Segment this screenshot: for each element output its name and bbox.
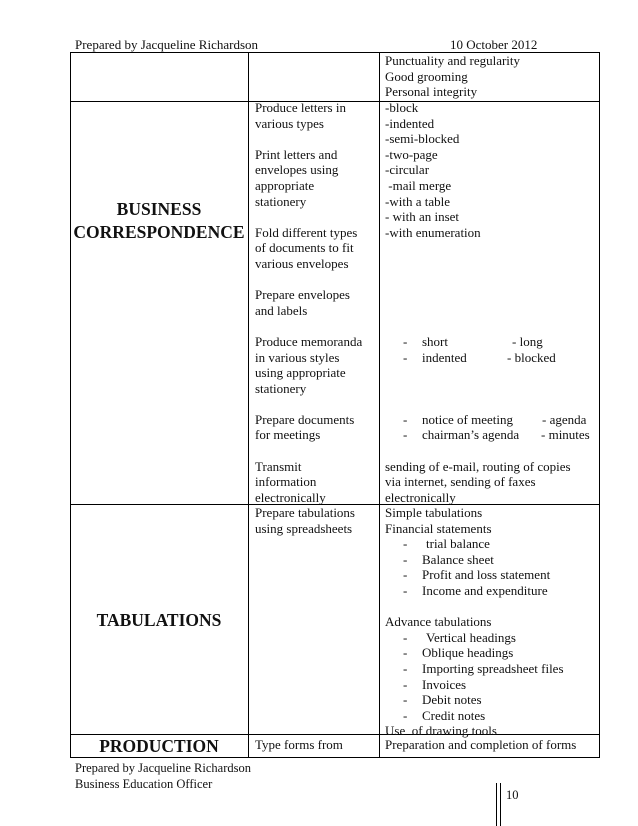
list-item — [385, 692, 597, 708]
outcome-line: using appropriate — [255, 365, 346, 381]
outcome-line: various envelopes — [255, 255, 349, 271]
dash: - — [403, 333, 408, 349]
list-item — [385, 661, 597, 677]
header-date: 10 October 2012 — [450, 37, 538, 52]
list-item-text: Invoices — [422, 676, 467, 692]
content-line: via internet, sending of faxes — [385, 474, 536, 490]
outcome-line: Produce letters in — [255, 100, 346, 115]
dash: - — [403, 676, 408, 692]
outcome-line: Fold different types — [255, 224, 358, 240]
outcome-line: stationery — [255, 193, 307, 209]
meeting-doc: chairman’s agenda — [422, 427, 520, 443]
content-line: -with a table — [385, 193, 450, 209]
table-top-border — [70, 52, 600, 53]
page-number-bar — [500, 783, 501, 826]
outcome-line: Prepare documents — [255, 411, 355, 427]
dash: - — [403, 349, 408, 365]
content-line: electronically — [385, 489, 456, 505]
category-business-correspondence — [70, 198, 248, 244]
spacer — [385, 318, 597, 334]
list-item — [385, 552, 597, 568]
spacer — [255, 131, 362, 147]
spacer — [385, 396, 597, 412]
list-item-text: Balance sheet — [422, 551, 494, 567]
outcome-line: Produce memoranda — [255, 333, 363, 349]
meeting-doc: - minutes — [541, 427, 590, 443]
spacer — [255, 443, 362, 459]
content-line: -two-page — [385, 146, 438, 162]
list-item-text: Vertical headings — [426, 629, 516, 645]
column-divider — [70, 52, 71, 758]
list-item-text: Debit notes — [422, 692, 482, 708]
spacer — [255, 209, 362, 225]
outcome-line: Transmit — [255, 458, 302, 474]
tabulations-outcome — [255, 505, 355, 536]
memo-type: indented — [422, 349, 467, 365]
spacer — [385, 272, 597, 288]
category-tabulations: TABULATIONS — [96, 610, 222, 630]
outcome-line: for meetings — [255, 427, 321, 443]
spacer — [385, 381, 597, 397]
spacer — [255, 396, 362, 412]
outcome-line: using spreadsheets — [255, 520, 353, 536]
page-number-bar — [496, 783, 497, 826]
content-line: -semi-blocked — [385, 131, 460, 147]
list-item — [385, 567, 597, 583]
dash: - — [403, 692, 408, 708]
spacer — [255, 318, 362, 334]
outcome-line: appropriate — [255, 177, 315, 193]
content-heading: Advance tabulations — [385, 614, 492, 630]
meeting-doc: - agenda — [542, 411, 587, 427]
content-line: sending of e-mail, routing of copies — [385, 458, 571, 474]
list-item-text: Oblique headings — [422, 645, 514, 661]
memo-type-row — [385, 350, 597, 366]
memo-type-row — [385, 334, 597, 350]
content-heading: Simple tabulations — [385, 505, 483, 520]
memo-type: - blocked — [507, 349, 556, 365]
memo-type: short — [422, 333, 448, 349]
content-line: -block — [385, 100, 419, 115]
content-heading: Financial statements — [385, 520, 492, 536]
spacer — [385, 256, 597, 272]
top-content — [385, 53, 520, 100]
dash: - — [403, 427, 408, 443]
outcome-line: information — [255, 474, 317, 490]
list-item — [385, 708, 597, 724]
outcome-line: Print letters and — [255, 146, 338, 162]
category-production: PRODUCTION — [99, 736, 219, 756]
dash: - — [403, 629, 408, 645]
meeting-doc-row — [385, 427, 597, 443]
memo-type: - long — [512, 333, 543, 349]
dash: - — [403, 660, 408, 676]
dash: - — [403, 567, 408, 583]
dash: - — [403, 536, 408, 552]
tabulations-content — [385, 505, 597, 739]
content-line: - with an inset — [385, 209, 460, 225]
content-line: Use of drawing tools — [385, 723, 497, 739]
spacer — [385, 443, 597, 459]
list-item — [385, 583, 597, 599]
outcome-line: electronically — [255, 489, 326, 505]
content-line: Punctuality and regularity — [385, 53, 521, 68]
dash: - — [403, 645, 408, 661]
footer-prepared-by — [75, 760, 251, 792]
content-line: -circular — [385, 162, 430, 178]
footer-line: Prepared by Jacqueline Richardson — [75, 761, 251, 775]
list-item — [385, 630, 597, 646]
spacer — [385, 287, 597, 303]
column-divider — [248, 52, 249, 758]
spacer — [385, 365, 597, 381]
page-number: 10 — [506, 788, 519, 802]
dash: - — [403, 707, 408, 723]
production-content: Preparation and completion of forms — [385, 737, 577, 752]
list-item-text: Income and expenditure — [422, 582, 548, 598]
content-line: -mail merge — [385, 177, 452, 193]
column-divider — [379, 52, 380, 758]
content-line: -indented — [385, 115, 435, 131]
business-outcomes — [255, 100, 362, 505]
list-item — [385, 536, 597, 552]
content-line: Good grooming — [385, 68, 468, 84]
list-item-text: Profit and loss statement — [422, 567, 551, 583]
outcome-line: Prepare tabulations — [255, 505, 355, 520]
meeting-doc: notice of meeting — [422, 411, 513, 427]
category-line: BUSINESS — [116, 199, 202, 219]
category-line: CORRESPONDENCE — [73, 222, 245, 242]
list-item-text: Importing spreadsheet files — [422, 660, 564, 676]
column-divider — [599, 52, 600, 758]
content-line: -with enumeration — [385, 224, 481, 240]
business-content — [385, 100, 597, 505]
meeting-doc-row — [385, 412, 597, 428]
outcome-line: in various styles — [255, 349, 340, 365]
outcome-line: stationery — [255, 380, 307, 396]
dash: - — [403, 551, 408, 567]
outcome-line: and labels — [255, 302, 308, 318]
list-item — [385, 645, 597, 661]
spacer — [385, 599, 597, 615]
spacer — [255, 272, 362, 288]
list-item-text: trial balance — [426, 536, 490, 552]
outcome-line: various types — [255, 115, 324, 131]
outcome-line: of documents to fit — [255, 240, 354, 256]
spacer — [385, 240, 597, 256]
outcome-line: Prepare envelopes — [255, 287, 350, 303]
list-item-text: Credit notes — [422, 707, 486, 723]
footer-line: Business Education Officer — [75, 777, 213, 791]
spacer — [385, 303, 597, 319]
outcome-line: envelopes using — [255, 162, 339, 178]
production-outcome: Type forms from — [255, 737, 343, 752]
dash: - — [403, 582, 408, 598]
dash: - — [403, 411, 408, 427]
list-item — [385, 677, 597, 693]
content-line: Personal integrity — [385, 84, 478, 100]
header-prepared-by: Prepared by Jacqueline Richardson — [75, 37, 259, 52]
